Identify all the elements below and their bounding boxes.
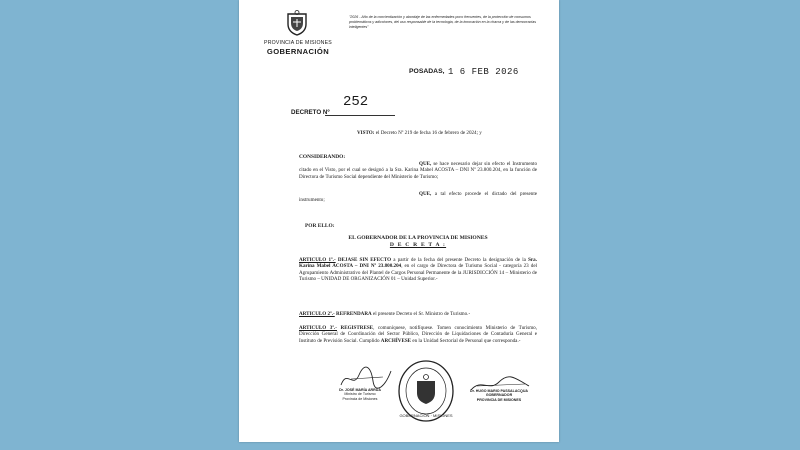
por-ello-label: POR ELLO: [305,223,335,229]
visto-text: el Decreto Nº 219 de fecha 16 de febrero de 2024; y [374,130,482,136]
year-motto: "2026 - Año de la concientización y abordaje de las enfermedades poco frecuentes, de la protección de consumos problemáticos y adicciones, del uso responsable de la tecnología, de la innovación en la chacra y de las democracias inteligentes" [349,15,536,30]
decreta-heading: D E C R E T A : [389,242,447,248]
article-3-text-b: en la Unidad Sectorial de Personal que corresponda.- [411,337,521,344]
official-seal-icon [397,359,455,423]
governor-org: PROVINCIA DE MISIONES [476,397,522,402]
article-2-text: el presente Decreto el Sr. Ministro de Turismo.- [371,311,471,317]
decree-document [239,0,559,442]
governor-name: Dr. HUGO MARIO PASSALACQUA [469,389,529,393]
que-paragraph-2 [299,191,537,204]
que-paragraph-1 [299,161,537,180]
considerando-label: CONSIDERANDO: [299,154,346,160]
governor-signature-block [467,389,531,402]
province-name: PROVINCIA DE MISIONES [264,40,332,46]
article-3-action: REGISTRESE [337,325,374,331]
que2-text: a tal efecto procede el dictado del presente instrumento; [299,191,537,204]
seal-text: GOBERNACIÓN · MISIONES [399,413,453,418]
article-2-label: ARTICULO 2º.- [299,311,335,317]
article-1 [299,257,537,282]
minister-org: Provincia de Misiones [342,396,378,401]
visto-label: VISTO: [357,130,375,136]
que-label: QUE, [419,161,432,167]
article-2 [299,311,537,317]
article-3-text-a: , comuníquese, notifíquese. Tomen conocimiento Ministerio de Turismo, Dirección General de Coordinación del Sector Público, Dirección de Liquidaciones de Contaduría General e Instituto de Previsión Social. Cumplido [299,325,537,344]
article-3-archive: ARCHÍVESE [380,337,412,344]
minister-signature-block [329,388,391,401]
provincial-crest-icon [285,10,309,36]
article-2-action: REFRENDARA [334,311,372,317]
government-title: GOBERNACIÓN [266,47,330,56]
article-1-label: ARTICULO 1º.- [299,257,336,263]
decree-number-line [325,115,395,116]
decree-label: DECRETO Nº [291,109,330,116]
minister-name: Dr. JOSÉ MARÍA ARRÚA [339,388,381,392]
date-stamp: 1 6 FEB 2026 [448,67,519,77]
governor-role: GOBERNADOR [485,393,513,398]
que-label: QUE, [419,191,432,197]
que1-text: se hace necesario dejar sin efecto el Instrumento citado en el Visto, por el cual se designó a la Sra. Karina Mabel ACOSTA – DNI Nº 23.800.204, en la función de Directora de Turismo Social dependiente del Ministerio de Turismo; [299,161,537,180]
article-1-name: Sra. Karina Mabel ACOSTA – DNI Nº 23.800.204 [299,257,537,270]
article-3-label: ARTICULO 3º.- [299,325,337,331]
article-1-action: DEJASE SIN EFECTO [335,257,392,263]
article-1-text-a: a partir de la fecha del presente Decreto la designación de la [391,257,529,263]
visto-paragraph [299,130,537,136]
governor-line: EL GOBERNADOR DE LA PROVINCIA DE MISIONES [348,235,488,241]
article-3 [299,325,537,344]
article-1-text-b: , en el cargo de Directora de Turismo Social - categoría 23 del Agrupamiento Administrativo del Plantel de Cargos Personal Permanente de la JURISDICCIÓN 14 – Ministerio de Turismo – UNIDAD DE ORGANIZACIÓN 01 – Unidad Superior.- [299,263,537,282]
place: POSADAS, [409,68,445,75]
minister-role: Ministro de Turismo [344,392,376,397]
decree-number: 252 [343,94,369,110]
